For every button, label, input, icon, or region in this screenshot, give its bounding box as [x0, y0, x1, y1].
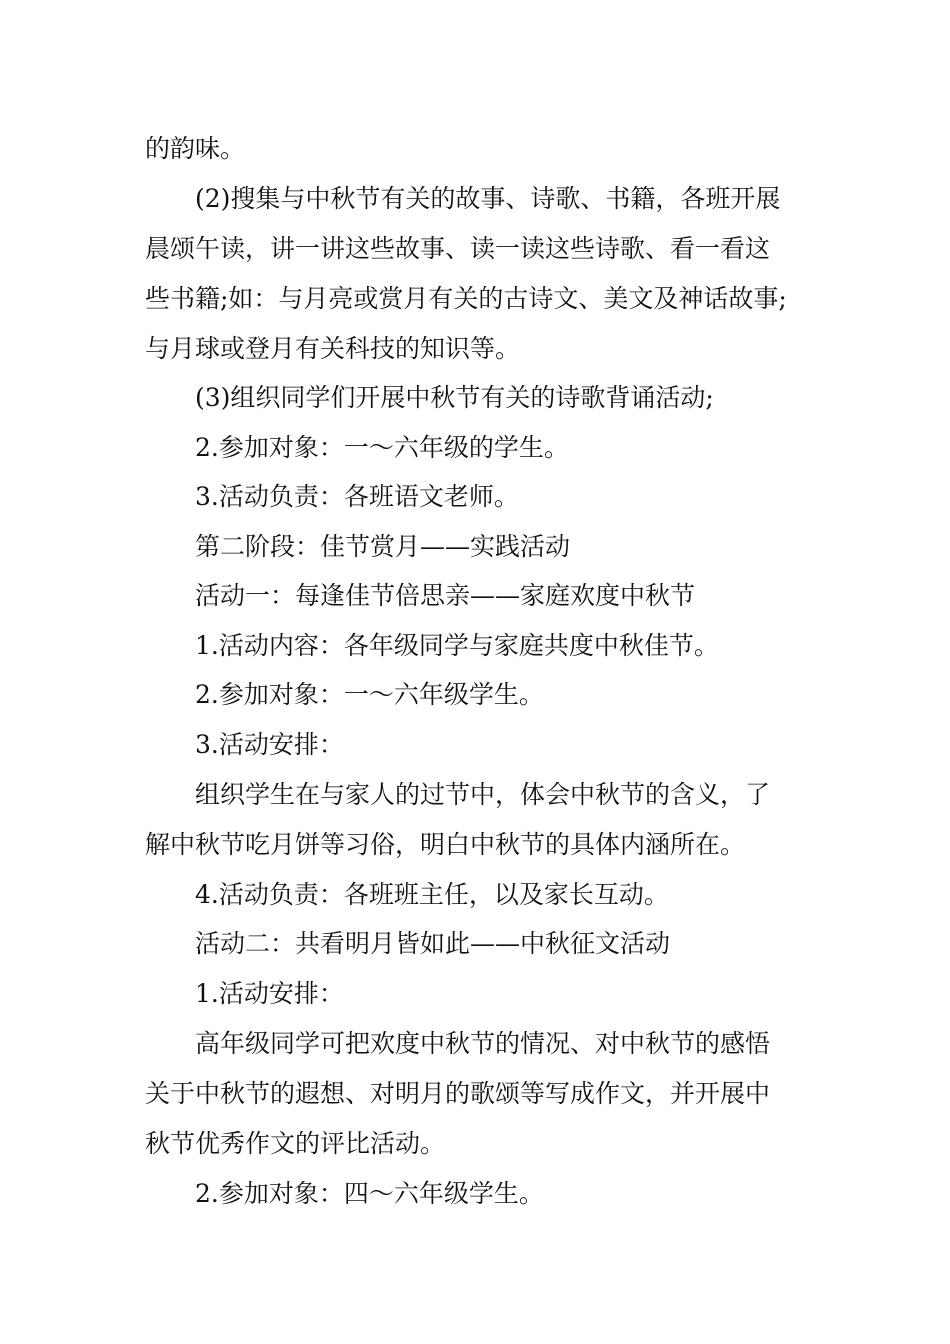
text-line: (2)搜集与中秋节有关的故事、诗歌、书籍，各班开展 — [195, 184, 781, 213]
section-heading: 第二阶段：佳节赏月——实践活动 — [195, 532, 571, 561]
text-line: 1.活动内容：各年级同学与家庭共度中秋佳节。 — [195, 631, 719, 660]
text-line: 2.参加对象：一～六年级的学生。 — [195, 433, 569, 462]
text-line: 与月球或登月有关科技的知识等。 — [145, 334, 521, 363]
text-line: 关于中秋节的遐想、对明月的歌颂等写成作文，并开展中 — [145, 1079, 771, 1108]
activity-heading: 活动一：每逢佳节倍思亲——家庭欢度中秋节 — [195, 581, 696, 610]
text-line: 高年级同学可把欢度中秋节的情况、对中秋节的感悟 — [195, 1029, 771, 1058]
text-line: (3)组织同学们开展中秋节有关的诗歌背诵活动; — [195, 383, 714, 412]
text-line: 解中秋节吃月饼等习俗，明白中秋节的具体内涵所在。 — [145, 830, 746, 859]
text-line: 秋节优秀作文的评比活动。 — [145, 1129, 446, 1158]
text-line: 2.参加对象：一～六年级学生。 — [195, 680, 544, 709]
text-line: 的韵味。 — [145, 134, 246, 163]
text-line: 2.参加对象：四～六年级学生。 — [195, 1179, 544, 1208]
text-line: 4.活动负责：各班班主任，以及家长互动。 — [195, 880, 669, 909]
text-line: 1.活动安排： — [195, 979, 344, 1008]
text-line: 组织学生在与家人的过节中，体会中秋节的含义，了 — [195, 780, 771, 809]
text-line: 些书籍;如：与月亮或赏月有关的古诗文、美文及神话故事; — [145, 284, 787, 313]
text-line: 晨颂午读，讲一讲这些故事、读一读这些诗歌、看一看这 — [145, 234, 771, 263]
text-line: 3.活动负责：各班语文老师。 — [195, 482, 519, 511]
text-line: 3.活动安排： — [195, 730, 344, 759]
activity-heading: 活动二：共看明月皆如此——中秋征文活动 — [195, 929, 671, 958]
